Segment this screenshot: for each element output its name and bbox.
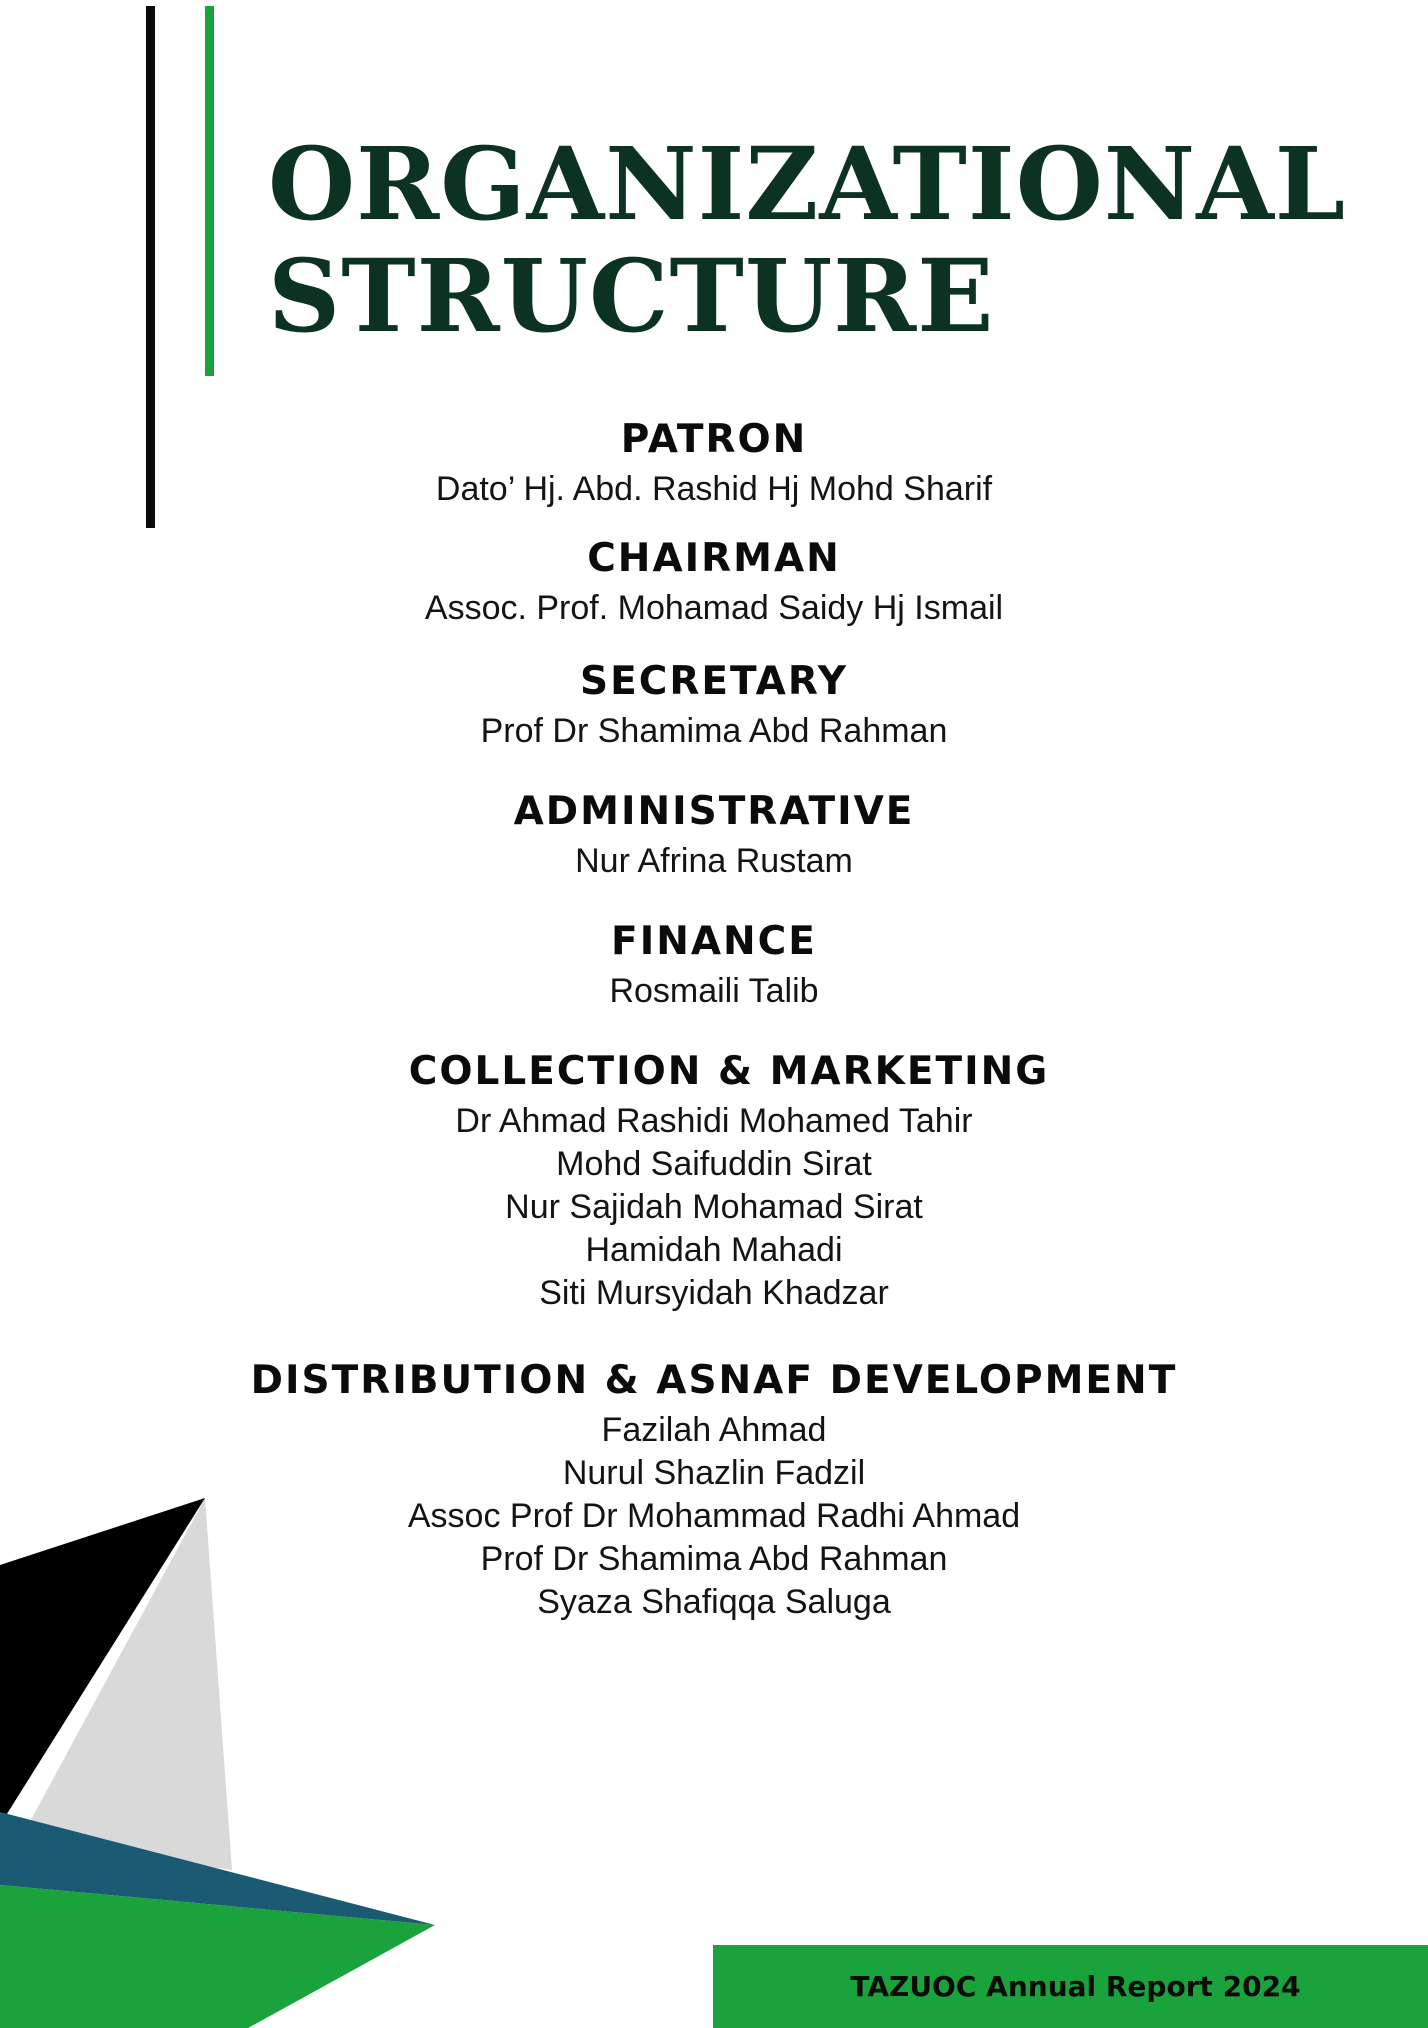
member-name: Rosmaili Talib — [609, 972, 819, 1010]
member-name: Nur Sajidah Mohamad Sirat — [505, 1188, 923, 1226]
section-collection-marketing — [0, 1044, 1428, 1315]
section-heading: ADMINISTRATIVE — [513, 789, 915, 834]
section-patron — [0, 412, 1428, 511]
green-accent-bar — [205, 6, 214, 376]
member-name: Assoc Prof Dr Mohammad Radhi Ahmad — [407, 1497, 1021, 1535]
member-name: Prof Dr Shamima Abd Rahman — [480, 1540, 948, 1578]
section-heading: FINANCE — [611, 919, 817, 964]
member-name: Nurul Shazlin Fadzil — [562, 1454, 866, 1492]
member-name: Siti Mursyidah Khadzar — [539, 1274, 889, 1312]
section-chairman — [0, 531, 1428, 630]
page-title-line-2: STRUCTURE — [268, 237, 995, 355]
member-name: Fazilah Ahmad — [601, 1411, 827, 1449]
page-title-line-1: ORGANIZATIONAL — [268, 125, 1347, 243]
member-name: Hamidah Mahadi — [585, 1231, 843, 1269]
footer-band — [713, 1945, 1428, 2028]
section-heading: PATRON — [620, 417, 808, 462]
section-heading: COLLECTION & MARKETING — [408, 1049, 1050, 1094]
member-name: Mohd Saifuddin Sirat — [556, 1145, 872, 1183]
member-name: Nur Afrina Rustam — [575, 842, 853, 880]
geometric-decoration — [0, 1490, 440, 2028]
member-name: Prof Dr Shamima Abd Rahman — [480, 712, 948, 750]
section-heading: CHAIRMAN — [587, 536, 841, 581]
footer-report-label: TAZUOC Annual Report 2024 — [850, 1970, 1301, 2003]
member-name: Assoc. Prof. Mohamad Saidy Hj Ismail — [424, 589, 1004, 627]
member-name: Syaza Shafiqqa Saluga — [537, 1583, 891, 1621]
section-heading: DISTRIBUTION & ASNAF DEVELOPMENT — [250, 1358, 1178, 1403]
member-name: Dato’ Hj. Abd. Rashid Hj Mohd Sharif — [435, 470, 993, 508]
section-administrative — [0, 784, 1428, 883]
deco-green-triangle — [0, 1885, 435, 2028]
section-secretary — [0, 654, 1428, 753]
page-title — [268, 125, 1347, 355]
member-name: Dr Ahmad Rashidi Mohamed Tahir — [455, 1102, 973, 1140]
section-heading: SECRETARY — [580, 659, 848, 704]
section-finance — [0, 914, 1428, 1013]
organization-roles — [0, 412, 1428, 1624]
